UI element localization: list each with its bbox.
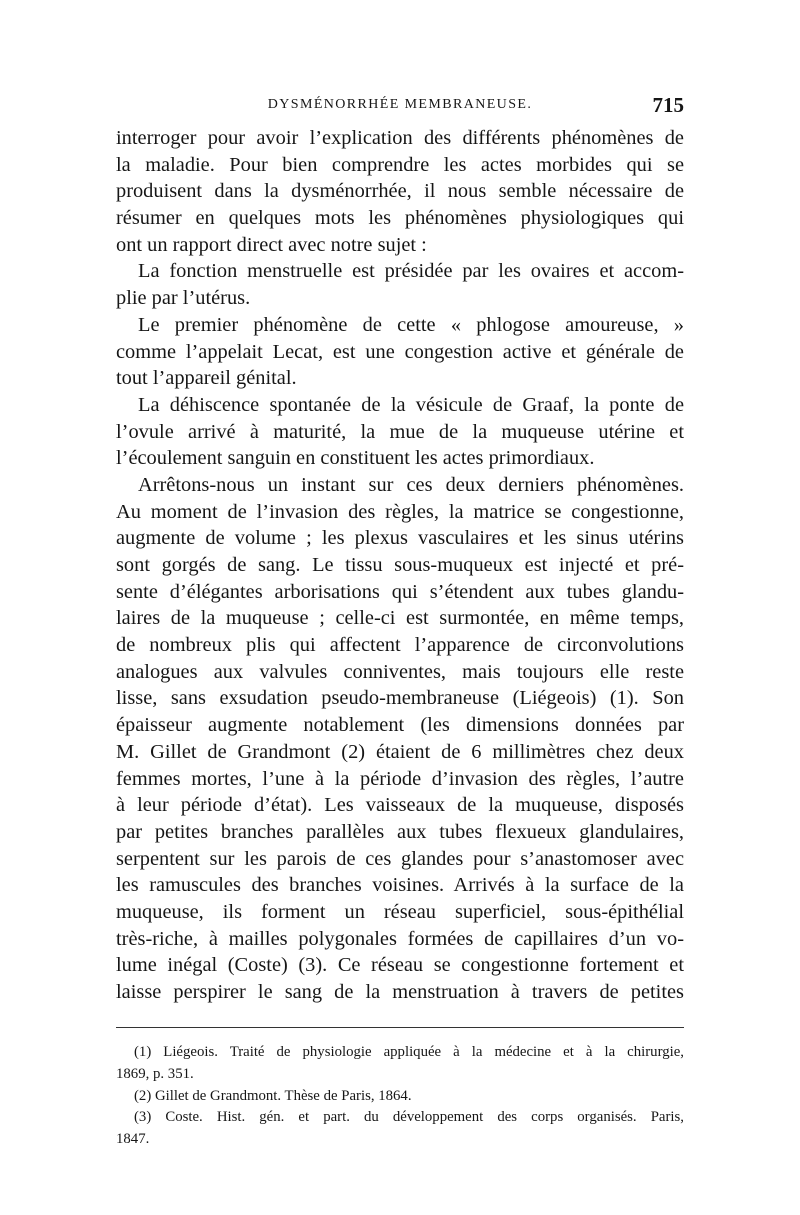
text-line: Arrêtons-nous un instant sur ces deux derniers phénomènes. [138,473,684,496]
text-line: serpentent sur les parois de ces glandes pour s’anastomoser avec [116,847,684,870]
footnote-line: 1869, p. 351. [116,1065,194,1082]
text-line: tout l’appareil génital. [116,367,297,390]
text-line: par petites branches parallèles aux tubes flexueux glandulaires, [116,820,684,843]
text-line: ont un rapport direct avec notre sujet : [116,233,427,256]
text-line: laisse perspirer le sang de la menstruation à travers de petites [116,981,684,1003]
text-line: produisent dans la dysménorrhée, il nous semble nécessaire de [116,180,684,203]
text-line: la maladie. Pour bien comprendre les actes morbides qui se [116,153,684,176]
footnote-line: (2) Gillet de Grandmont. Thèse de Paris, 1864. [134,1087,412,1104]
page-header [116,93,684,123]
text-line: augmente de volume ; les plexus vasculaires et les sinus utérins [116,527,684,550]
running-title: DYSMÉNORRHÉE MEMBRANEUSE. [267,97,533,112]
text-line: l’ovule arrivé à maturité, la mue de la muqueuse utérine et [116,420,684,443]
text-line: sont gorgés de sang. Le tissu sous-muqueux est injecté et pré- [116,554,684,576]
footnote-rule [116,1027,684,1028]
footnotes [116,1042,684,1151]
text-line: plie par l’utérus. [116,287,251,310]
text-line: femmes mortes, l’une à la période d’invasion des règles, l’autre [116,767,684,790]
text-line: l’écoulement sanguin en constituent les actes primordiaux. [116,447,595,470]
text-line: épaisseur augmente notablement (les dimensions données par [116,714,684,737]
text-line: sente d’élégantes arborisations qui s’étendent aux tubes glandu- [116,580,684,603]
text-line: La déhiscence spontanée de la vésicule de Graaf, la ponte de [138,393,684,416]
text-line: à leur période d’état). Les vaisseaux de la muqueuse, disposés [116,794,684,817]
text-line: M. Gillet de Grandmont (2) étaient de 6 millimètres chez deux [116,740,684,763]
text-line: les ramuscules des branches voisines. Arrivés à la surface de la [116,874,684,897]
footnote-line: (3) Coste. Hist. gén. et part. du développement des corps organisés. Paris, [134,1109,684,1126]
text-line: Au moment de l’invasion des règles, la matrice se congestionne, [116,500,684,523]
text-line: La fonction menstruelle est présidée par les ovaires et accom- [138,260,684,283]
body-text [116,125,684,1006]
text-line: analogues aux valvules conniventes, mais toujours elle reste [116,660,684,683]
page-number: 715 [652,93,684,117]
text-line: laires de la muqueuse ; celle-ci est surmontée, en même temps, [116,607,684,630]
text-line: interroger pour avoir l’explication des différents phénomènes de [116,127,684,149]
text-line: résumer en quelques mots les phénomènes physiologiques qui [116,207,684,230]
footnote-line: (1) Liégeois. Traité de physiologie appliquée à la médecine et à la chirurgie, [134,1044,684,1060]
text-line: Le premier phénomène de cette « phlogose amoureuse, » [138,313,684,336]
text-line: lisse, sans exsudation pseudo-membraneuse (Liégeois) (1). Son [116,687,684,710]
text-line: lume inégal (Coste) (3). Ce réseau se congestionne fortement et [116,954,684,977]
footnote-line: 1847. [116,1131,150,1148]
text-line: comme l’appelait Lecat, est une congestion active et générale de [116,340,684,363]
text-line: muqueuse, ils forment un réseau superficiel, sous-épithélial [116,900,684,923]
text-line: très-riche, à mailles polygonales formées de capillaires d’un vo- [116,927,684,950]
text-line: de nombreux plis qui affectent l’apparence de circonvolutions [116,634,684,657]
